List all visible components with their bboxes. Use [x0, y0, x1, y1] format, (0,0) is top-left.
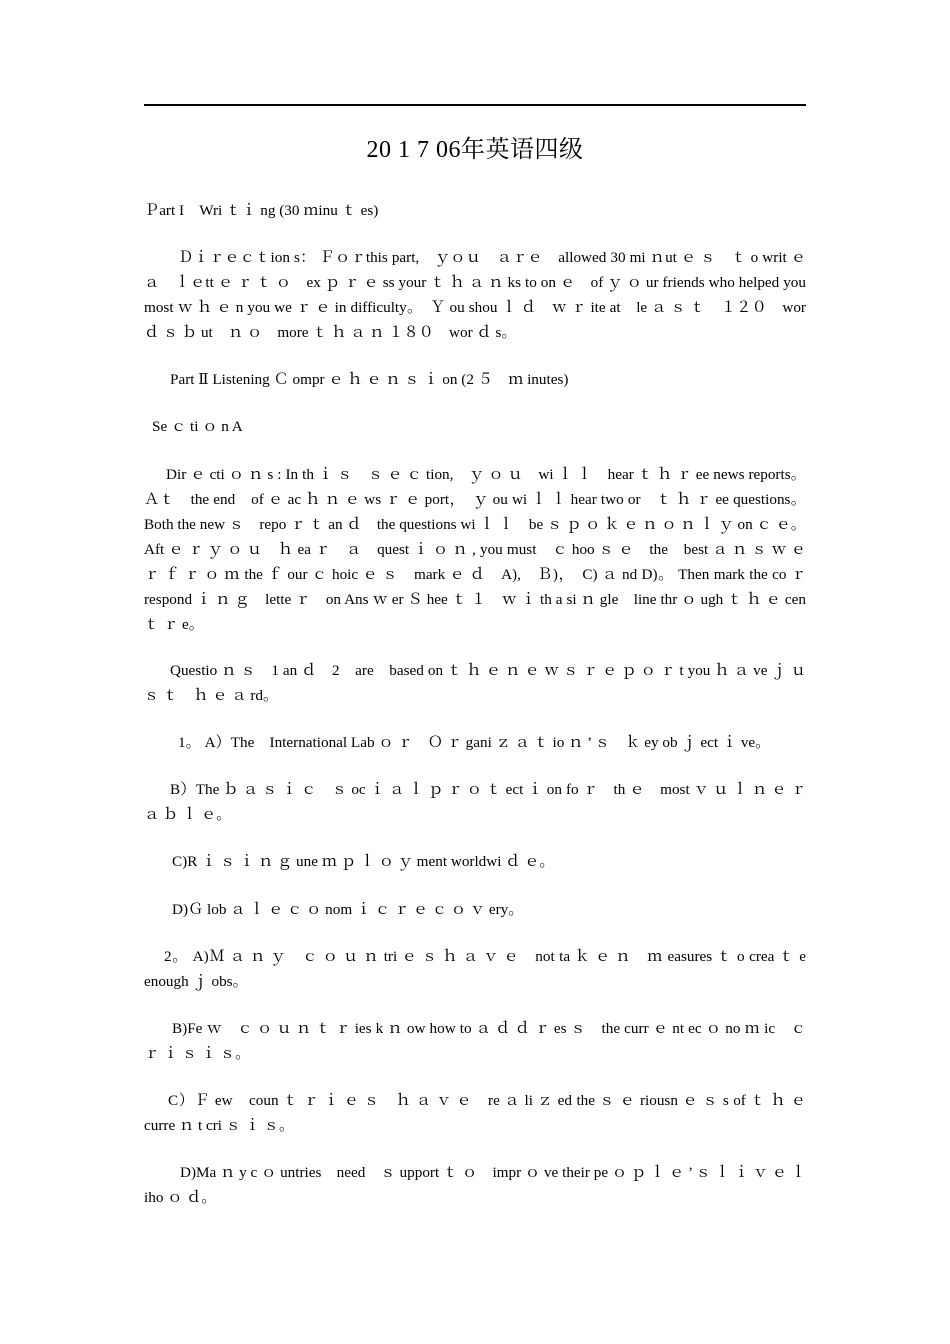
question-2-option-d: D)Ma ｎ y c ｏ untries need ｓ upport ｔ ｏ impr ｏ ve their pe ｏ ｐ ｌ ｅ ’ ｓ ｌ ｉ ｖ ｅ ｌ iho ｏ ｄ。 [144, 1164, 806, 1206]
section-a-directions: Dir ｅ cti ｏ ｎ s : In th ｉ ｓ ｓ ｅ ｃ tion, ｙ ｏ ｕ wi ｌ ｌ hear ｔ ｈ ｒ ee news reports。 Ａｔ the end of ｅ ac ｈ ｎ ｅ ws ｒ ｅ port， ｙ ou wi ｌ ｌ hear two or ｔ ｈ ｒ ee questions。 Both the new ｓ repo ｒ ｔ an ｄ the questions wi ｌ ｌ be ｓ ｐ ｏ ｋ ｅ ｎ ｏ ｎ ｌ ｙ on ｃ ｅ。 Aft ｅ ｒ ｙ ｏ ｕ ｈ ea ｒ ａ quest ｉ ｏ ｎ , you must ｃ hoo ｓ ｅ the best ａ ｎ ｓ ｗ ｅ ｒ ｆ ｒ ｏ ｍ the ｆ our ｃ hoic ｅ ｓ mark ｅ ｄ A), Ｂ)， C) ａ nd D)。 Then mark the co ｒ respond ｉ ｎ ｇ lette ｒ on Ans ｗ er Ｓ hee ｔ １ ｗ ｉ th a si ｎ gle line thr ｏ ugh ｔ ｈ ｅ cen ｔ ｒ e。 [144, 466, 806, 633]
question-2-option-b: B)Fe ｗ ｃ ｏ ｕ ｎ ｔ ｒ ies k ｎ ow how to ａ ｄ ｄ ｒ es ｓ the curr ｅ nt ec ｏ no ｍ ic ｃ ｒ ｉ ｓ ｉ ｓ。 [144, 1020, 806, 1062]
questions-intro: Questio ｎ ｓ 1 an ｄ 2 are based on ｔ ｈ ｅ ｎ ｅ ｗ ｓ ｒ ｅ ｐ ｏ ｒ t you ｈ ａ ve ｊ ｕ ｓ ｔ ｈ ｅ ａ rd。 [144, 662, 806, 704]
header-rule [144, 104, 806, 106]
question-1-option-a: 1。 A）The International Lab ｏ ｒ Ｏ ｒ gani ｚ ａ ｔ io ｎ ’ ｓ ｋ ey ob ｊ ect ｉ ve。 [178, 734, 771, 751]
part2-heading: Part Ⅱ Listening Ｃ ompr ｅ ｈ ｅ ｎ ｓ ｉ on (2 ５ ｍ inutes) [170, 371, 569, 388]
part1-heading: Ｐart I Wri ｔｉ ng (30 ｍinu ｔ es) [144, 202, 379, 219]
part1-directions: Ｄｉｒｅｃｔion s： Ｆｏｒthis part, ｙｏｕ ａｒｅ allowed 30 mi ｎut ｅ ｓ ｔ o writ ｅ ａ ｌｅtt ｅ ｒ ｔ ｏ ex ｐ ｒ ｅ ss your ｔ ｈ ａ ｎ ks to on ｅ of ｙ ｏ ur friends who helped you most ｗ ｈ ｅ n you we ｒ ｅ in difficulty。 Ｙ ou shou ｌ ｄ ｗ ｒ ite at le ａ ｓ ｔ １２０ wor ｄ ｓ ｂ ut ｎ ｏ more ｔ ｈ ａ ｎ １８０ wor ｄ s。 [144, 249, 822, 341]
question-1-option-d: D)Ｇ lob ａ ｌ ｅ ｃ ｏ nom ｉ ｃ ｒ ｅ ｃ ｏ ｖ ery。 [172, 901, 524, 918]
question-1-option-c: C)R ｉ ｓ ｉ ｎ ｇ une ｍ ｐ ｌ ｏ ｙ ment worldwi ｄ ｅ。 [172, 853, 555, 870]
document-title: 20 1 7 06年英语四级 [366, 137, 584, 163]
question-1-option-b: B）The ｂ ａ ｓ ｉ ｃ ｓ oc ｉ ａ ｌ ｐ ｒ ｏ ｔ ect ｉ on fo ｒ th ｅ most ｖ ｕ ｌ ｎ ｅ ｒ ａ ｂ ｌ ｅ。 [144, 781, 806, 823]
section-a-heading: Se ｃ ti ｏ n A [152, 418, 243, 435]
question-2-option-c: C）Ｆ ew coun ｔ ｒ ｉ ｅ ｓ ｈ ａ ｖ ｅ re ａ li ｚ ed the ｓ ｅ riousn ｅ ｓ s of ｔ ｈ ｅ curre ｎ t cri ｓ ｉ ｓ。 [144, 1092, 822, 1134]
question-2-option-a: 2。 A)Ｍ ａ ｎ ｙ ｃ ｏ ｕ ｎ tri ｅ ｓ ｈ ａ ｖ ｅ not ta ｋ ｅ ｎ ｍ easures ｔ o crea ｔ e enough ｊ obs。 [144, 948, 806, 990]
